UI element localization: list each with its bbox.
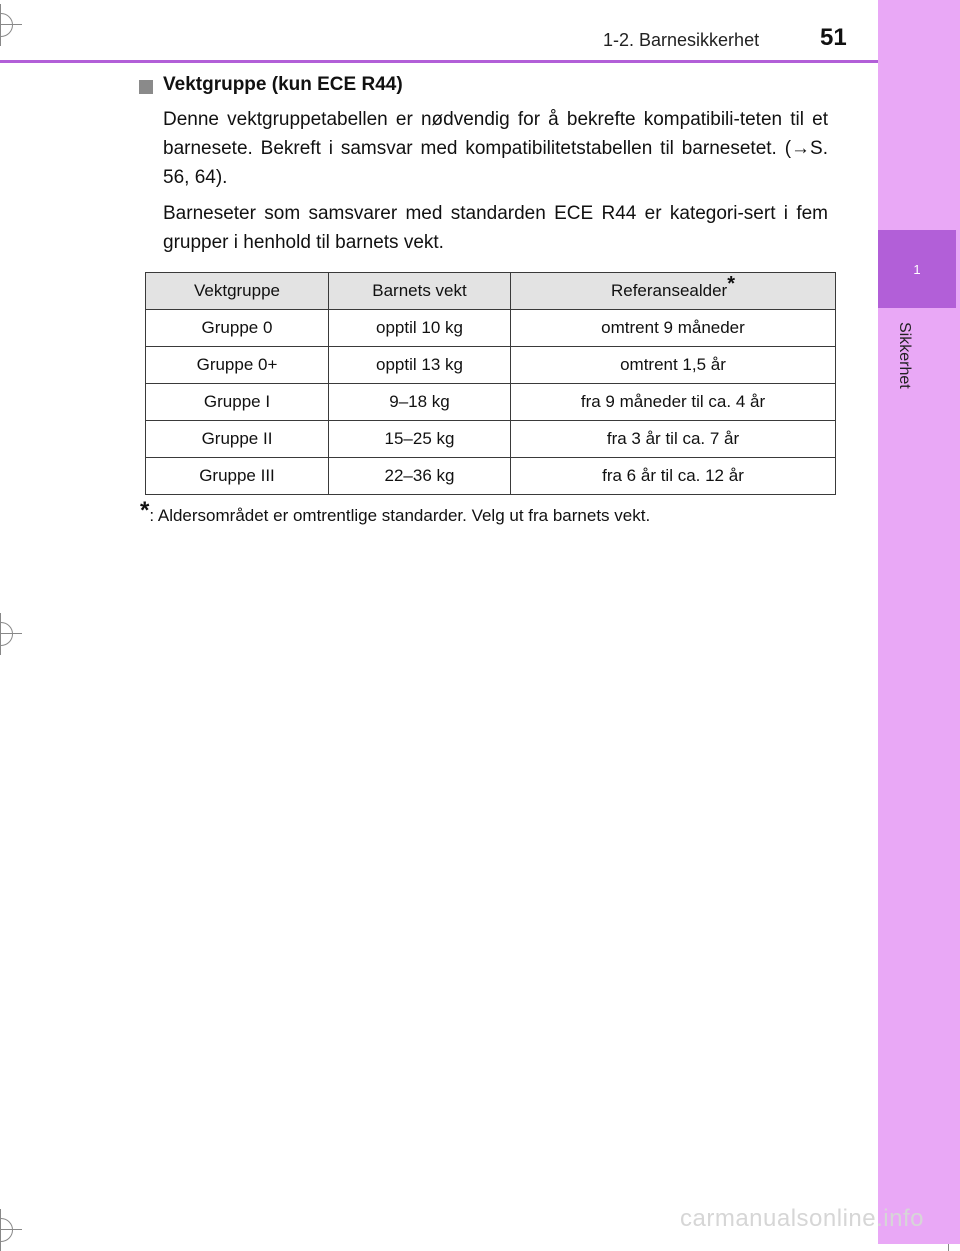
table-cell: Gruppe II	[146, 421, 329, 458]
table-cell: opptil 10 kg	[329, 310, 511, 347]
table-cell: 15–25 kg	[329, 421, 511, 458]
table-cell: 22–36 kg	[329, 458, 511, 495]
footnote-text: : Aldersområdet er omtrentlige standarder. Velg ut fra barnets vekt.	[149, 506, 651, 525]
chapter-tab-strip	[878, 0, 960, 1244]
running-header: 1-2. Barnesikkerhet	[603, 30, 760, 50]
table-cell: Gruppe III	[146, 458, 329, 495]
table-footnote	[140, 497, 651, 528]
square-bullet-icon	[139, 80, 153, 94]
table-row	[146, 384, 836, 421]
header-rule	[0, 60, 878, 63]
paragraph: Denne vektgruppetabellen er nødvendig for å bekrefte kompatibili-teten til et barnesete. Bekreft i samsvar med kompatibilitetstabellen til barnesetet. (→S. 56, 64).	[163, 109, 828, 188]
crop-mark-icon	[0, 13, 13, 37]
page-number: 51	[820, 24, 847, 51]
table-cell: omtrent 1,5 år	[511, 347, 836, 384]
table-cell: fra 3 år til ca. 7 år	[511, 421, 836, 458]
table-cell: omtrent 9 måneder	[511, 310, 836, 347]
section-heading: Vektgruppe (kun ECE R44)	[163, 74, 403, 95]
table-cell: opptil 13 kg	[329, 347, 511, 384]
crop-mark-icon	[0, 1218, 13, 1242]
chapter-name: Sikkerhet	[896, 322, 913, 389]
chapter-number-tab	[878, 230, 956, 308]
footnote-marker: *	[140, 497, 150, 524]
column-header: Barnets vekt	[329, 273, 511, 310]
table-row	[146, 310, 836, 347]
table-row	[146, 458, 836, 495]
chapter-number: 1	[913, 261, 921, 277]
table-cell: fra 9 måneder til ca. 4 år	[511, 384, 836, 421]
paragraph: Barneseter som samsvarer med standarden ECE R44 er kategori-sert i fem grupper i henhold til barnets vekt.	[163, 203, 828, 253]
watermark: carmanualsonline.info	[680, 1205, 924, 1232]
table-cell: Gruppe I	[146, 384, 329, 421]
table-header-row	[146, 273, 836, 310]
table-row	[146, 421, 836, 458]
table-cell: Gruppe 0	[146, 310, 329, 347]
column-header: Vektgruppe	[146, 273, 329, 310]
table-cell: fra 6 år til ca. 12 år	[511, 458, 836, 495]
footnote-marker: *	[727, 273, 736, 295]
column-header: Referansealder*	[511, 273, 836, 310]
table-cell: 9–18 kg	[329, 384, 511, 421]
table-cell: Gruppe 0+	[146, 347, 329, 384]
weight-group-table	[145, 272, 836, 495]
table-row	[146, 347, 836, 384]
crop-mark-icon	[0, 622, 13, 646]
